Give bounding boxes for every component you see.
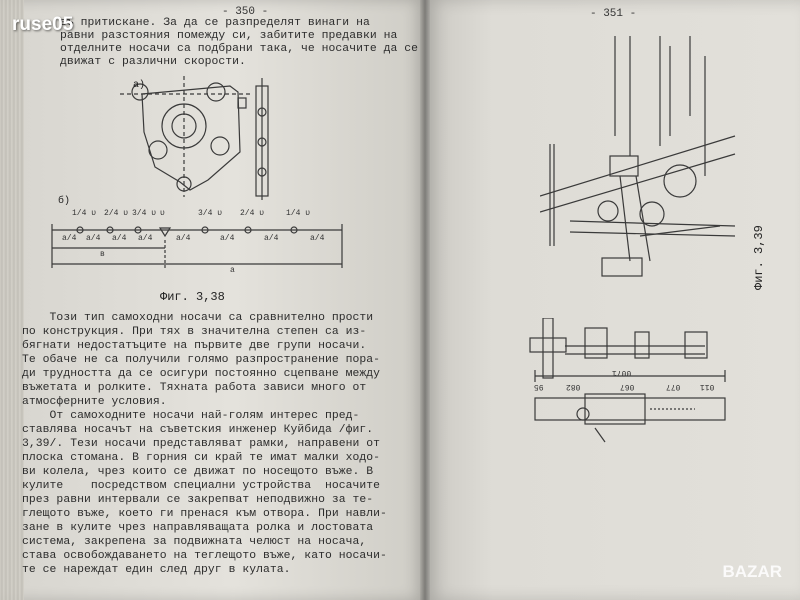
book-gutter <box>420 0 430 600</box>
right-dim-4: 0071 <box>612 368 632 377</box>
body-line-14: през равни интервали се закрепват неподвижно за те- <box>22 494 374 506</box>
right-page-number: - 351 - <box>590 8 637 20</box>
fraction-label-4: υ <box>160 209 165 218</box>
left-top-line-3: отделните носачи са подбрани така, че носачите да се <box>60 43 419 55</box>
body-line-7: атмосферните условия. <box>22 396 167 408</box>
body-line-6: въжетата и ролките. Тяхната работа зависи много от <box>22 382 367 394</box>
body-line-10: 3,39/. Тези носачи представляват рамки, направени от <box>22 438 381 450</box>
left-page-stack-edge <box>0 0 24 600</box>
body-line-9: ставлява носачът на съветския инженер Куйбида /фиг. <box>22 424 374 436</box>
body-line-8: От самоходните носачи най-голям интерес пред- <box>22 410 360 422</box>
figure-3-39-caption: Фиг. 3,39 <box>752 225 766 290</box>
dim-label-1: а/4 <box>62 234 77 243</box>
ruse05-watermark: ruse05 <box>12 14 74 35</box>
span-label-b: в <box>100 250 105 259</box>
body-line-5: ди трудността да се осигури постоянно сцепване между <box>22 368 381 380</box>
body-line-15: глещото въже, което ги пренася към отвора. При навли- <box>22 508 387 520</box>
fraction-label-7: 1/4 υ <box>286 209 311 218</box>
dim-label-4: а/4 <box>138 234 153 243</box>
dim-label-5: а/4 <box>176 234 191 243</box>
left-top-line-1: въ притискане. За да се разпределят винаги на <box>60 17 370 29</box>
right-dim-1: 95 <box>534 382 544 391</box>
body-line-3: бягнати недостатъците на първите две групи носачи. <box>22 340 367 352</box>
dim-label-7: а/4 <box>264 234 279 243</box>
fraction-label-2: 2/4 υ <box>104 209 129 218</box>
right-dim-6: 011 <box>700 382 715 391</box>
rope-dimension-diagram <box>50 218 350 274</box>
fraction-label-1: 1/4 υ <box>72 209 97 218</box>
right-dim-2: 082 <box>566 382 581 391</box>
left-top-line-4: движат с различни скорости. <box>60 56 246 68</box>
body-line-16: зане в кулите чрез направляващата ролка и лостовата <box>22 522 374 534</box>
figure-3-38-caption: Фиг. 3,38 <box>160 290 225 304</box>
body-line-13: кулите посредством специални устройства носачите <box>22 480 381 492</box>
body-line-11: плоска стомана. В горния си край те имат малки ходо- <box>22 452 381 464</box>
fraction-label-6: 2/4 υ <box>240 209 265 218</box>
span-label-a: а <box>230 266 235 275</box>
body-line-4: Те обаче не са получили голямо разпространение пора- <box>22 354 381 366</box>
body-line-12: ви колела, чрез които се движат по носещото въже. В <box>22 466 374 478</box>
dim-label-8: а/4 <box>310 234 325 243</box>
fraction-label-5: 3/4 υ <box>198 209 223 218</box>
dim-label-3: а/4 <box>112 234 127 243</box>
figure-3-38a-drawing <box>120 72 300 202</box>
body-line-2: по конструкция. При тях в значителна степен са из- <box>22 326 367 338</box>
figure-a-label: а) <box>133 80 146 91</box>
right-dim-3: 067 <box>620 382 635 391</box>
dim-label-6: а/4 <box>220 234 235 243</box>
body-line-1: Този тип самоходни носачи са сравнително прости <box>22 312 374 324</box>
fraction-label-3: 3/4 υ <box>132 209 157 218</box>
figure-b-label: б) <box>58 196 71 207</box>
body-line-19: те се нареждат един след друг в кулата. <box>22 564 291 576</box>
body-line-18: става освобождаването на теглещото въже, като носачи- <box>22 550 387 562</box>
left-top-line-2: равни разстояния помежду си, забитите предавки на <box>60 30 398 42</box>
bazar-logo: BAZAR <box>722 562 782 581</box>
right-dim-5: 077 <box>666 382 681 391</box>
figure-3-39-upper-drawing <box>540 36 740 286</box>
body-line-17: система, закрепена за подвижната челюст на носача, <box>22 536 367 548</box>
dim-label-2: а/4 <box>86 234 101 243</box>
left-page-number: - 350 - <box>222 6 269 18</box>
